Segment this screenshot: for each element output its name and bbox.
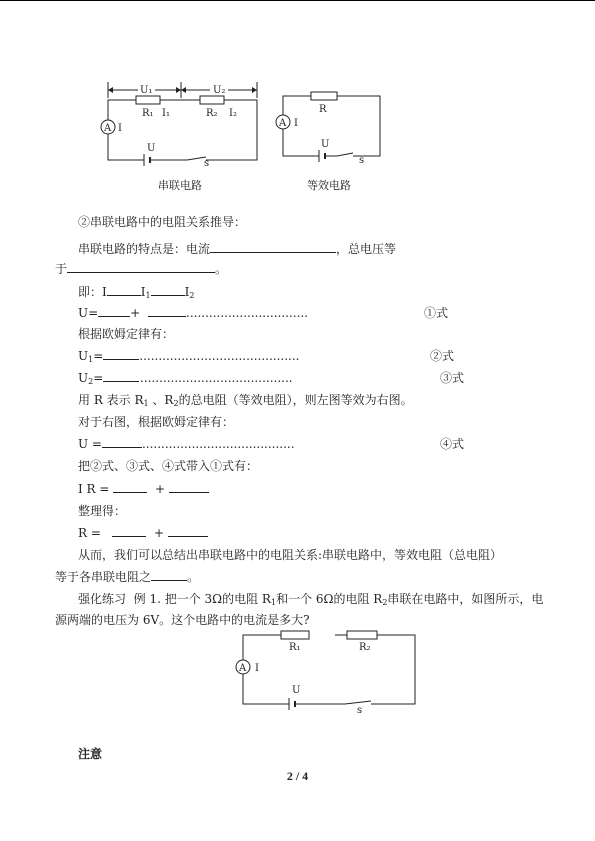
- equivalent-circuit-caption: 等效电路: [307, 179, 351, 192]
- page-number: 2 / 4: [286, 769, 309, 783]
- resistor-r1: [281, 631, 309, 639]
- line-practice-1: 强化练习 例 1. 把一个 3Ω的电阻 $R_1$和一个 6Ω的电阻 $R_2$串联在电路中，如图所示，电: [78, 592, 544, 607]
- label-u2: U₂: [213, 85, 226, 96]
- line-ir: I R = +: [78, 482, 209, 496]
- label-current: I: [255, 663, 259, 674]
- line-ji: 即：I $I_1$ $I_2$: [78, 285, 195, 300]
- blank-ji-1[interactable]: [107, 285, 141, 296]
- line-r-sum: R = +: [78, 526, 208, 540]
- blank-u-sum-2[interactable]: [148, 306, 186, 317]
- line-practice-2: 源两端的电压为 6V。这个电路中的电流是多大?: [55, 613, 310, 627]
- ammeter-label: A: [239, 663, 247, 674]
- blank-conclusion[interactable]: [151, 570, 187, 581]
- example-circuit-diagram: [235, 627, 425, 717]
- blank-current[interactable]: [210, 242, 336, 253]
- label-current: I: [294, 118, 298, 129]
- label-r1: R₁: [289, 642, 301, 653]
- label-u1: U₁: [140, 85, 153, 96]
- label-voltage: U: [292, 685, 301, 696]
- blank-u1[interactable]: [103, 349, 139, 360]
- blank-u2[interactable]: [103, 371, 139, 382]
- series-circuit-caption: 串联电路: [158, 179, 202, 192]
- label-r: R: [319, 104, 327, 115]
- label-r2: R₂: [359, 642, 371, 653]
- label-i1: I₁: [162, 108, 170, 119]
- label-r1: R₁: [142, 108, 154, 119]
- line-equal: 于 。: [55, 262, 228, 276]
- blank-ir-2[interactable]: [169, 482, 209, 493]
- ammeter-label: A: [104, 123, 112, 134]
- line-u-total: U = ........................................: [78, 437, 295, 451]
- blank-r-sum-2[interactable]: [168, 526, 208, 537]
- line-conclusion-2: 等于各串联电阻之 。: [55, 570, 200, 584]
- label-r2: R₂: [206, 108, 218, 119]
- resistor-r: [311, 92, 337, 100]
- resistor-r2: [200, 96, 224, 104]
- line-conclusion-1: 从而，我们可以总结出串联电路中的电阻关系:串联电路中，等效电阻（总电阻）: [78, 548, 503, 562]
- blank-ji-2[interactable]: [151, 285, 185, 296]
- label-current: I: [118, 123, 122, 134]
- line-u1: $U_1=$ ..........................................: [78, 349, 300, 364]
- label-switch: s: [359, 155, 365, 166]
- line-ohm-law: 根据欧姆定律有：: [78, 327, 175, 341]
- mark-2: ②式: [430, 349, 455, 363]
- mark-3: ③式: [440, 371, 465, 385]
- line-u-sum: U= +: [78, 306, 141, 320]
- ammeter-label: A: [279, 118, 287, 129]
- blank-u-total[interactable]: [102, 437, 142, 448]
- line-u2-dots: ........................................: [140, 371, 293, 385]
- label-switch: s: [357, 705, 363, 716]
- equivalent-circuit-svg: [275, 88, 385, 168]
- label-switch: s: [204, 158, 210, 169]
- line-u2: $U_2=$: [78, 371, 139, 389]
- line-tidy: 整理得：: [78, 504, 127, 518]
- blank-total-voltage[interactable]: [67, 262, 215, 273]
- series-circuit-svg: [100, 78, 270, 173]
- resistor-r1: [136, 96, 160, 104]
- mark-1: ①式: [424, 306, 449, 320]
- equivalent-circuit-diagram: [275, 88, 385, 168]
- label-i2: I₂: [229, 108, 237, 119]
- blank-u-sum-1[interactable]: [98, 306, 130, 317]
- line-r-definition: 用 R 表示 $R_1$ 、$R_2$的总电阻（等效电阻），则左图等效为右图。: [78, 393, 413, 408]
- line-features: 串联电路的特点是：电流 ，总电压等: [78, 242, 397, 256]
- line-substitute: 把②式、③式、④式带入①式有：: [78, 459, 259, 473]
- notice-heading: 注意: [78, 747, 103, 761]
- label-voltage: U: [147, 143, 156, 154]
- line-right-figure: 对于右图，根据欧姆定律有：: [78, 415, 235, 429]
- heading-resistance-derivation: ②串联电路中的电阻关系推导：: [78, 215, 247, 229]
- top-border: [0, 0, 595, 1]
- label-voltage: U: [321, 139, 330, 150]
- resistor-r2: [347, 631, 377, 639]
- line-u-sum-tail: ................................: [148, 306, 308, 320]
- series-circuit-diagram: [100, 78, 270, 173]
- blank-r-sum-1[interactable]: [112, 526, 146, 537]
- mark-4: ④式: [440, 437, 465, 451]
- blank-ir-1[interactable]: [113, 482, 147, 493]
- example-circuit-svg: [235, 627, 425, 717]
